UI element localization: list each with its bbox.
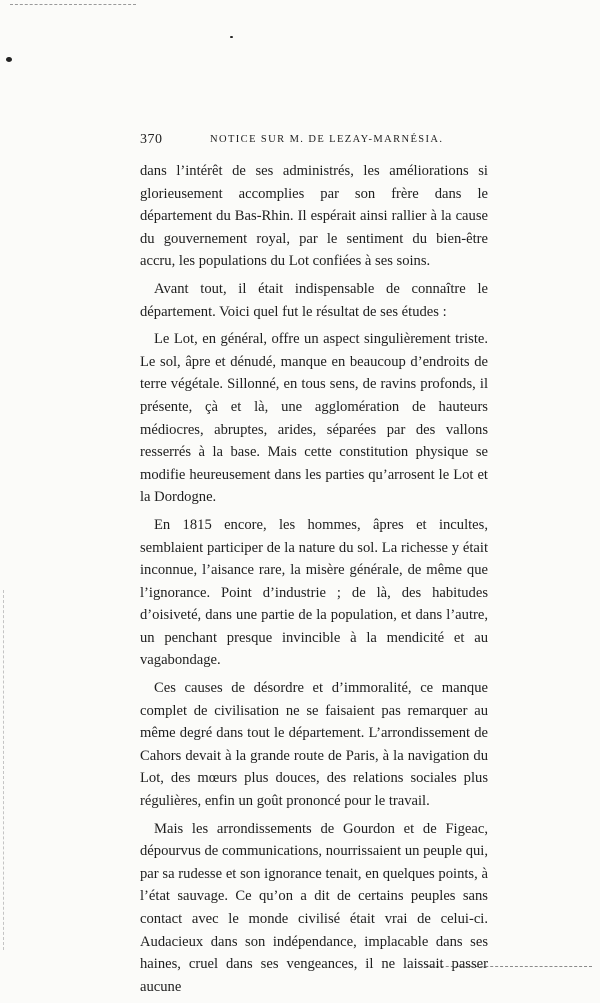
scan-edge-left [3, 590, 4, 950]
ink-speck [6, 57, 12, 62]
paragraph-6: Mais les arrondissements de Gourdon et de Figeac, dépourvus de communications, nourrissaient un peuple qui, par sa rudesse et son ignorance tenait, en quelques points, à l’état sauvage. Ce qu’on a dit de certains peuples sans contact avec le monde civilisé était vrai de celui-ci. Audacieux dans son indépendance, implacable dans ses haines, cruel dans ses vengeances, il ne laissait passer aucune [140, 820, 488, 995]
running-head [140, 132, 488, 152]
body-text [140, 160, 488, 1003]
paragraph-3: Le Lot, en général, offre un aspect singulièrement triste. Le sol, âpre et dénudé, manque en beaucoup d’endroits de terre végétale. Sillonné, en tous sens, de ravins profonds, il présente, çà et là, une agglomération de hauteurs médiocres, abruptes, arides, séparées par des vallons resserrés à la base. Mais cette constitution physique se modifie heureusement dans les parties qu’arrosent le Lot et la Dordogne. [140, 331, 488, 506]
paragraph-5: Ces causes de désordre et d’immoralité, ce manque complet de civilisation ne se faisaient pas remarquer au même degré dans tout le département. L’arrondissement de Cahors devait à la grande route de Paris, à la navigation du Lot, des mœurs plus douces, des relations sociales plus régulières, enfin un goût prononcé pour le travail. [140, 680, 488, 810]
paragraph-4: En 1815 encore, les hommes, âpres et incultes, semblaient participer de la nature du sol. La richesse y était inconnue, l’aisance rare, la misère générale, de même que l’ignorance. Point d’industrie ; de là, des habitudes d’oisiveté, dans une partie de la population, et dans l’autre, un penchant presque invincible à la mendicité et au vagabondage. [140, 516, 488, 669]
page-number: 370 [140, 132, 163, 147]
ink-speck [230, 36, 233, 38]
paragraph-1: dans l’intérêt de ses administrés, les améliorations si glorieusement accomplies par son frère dans le département du Bas-Rhin. Il espérait ainsi rallier à la cause du gouvernement royal, par le sentiment du bien-être accru, les populations du Lot confiées à ses soins. [140, 163, 488, 270]
running-title: NOTICE SUR M. DE LEZAY-MARNÉSIA. [210, 134, 444, 145]
paragraph-2: Avant tout, il était indispensable de connaître le département. Voici quel fut le résultat de ses études : [140, 280, 488, 320]
scan-edge-top [10, 4, 136, 5]
